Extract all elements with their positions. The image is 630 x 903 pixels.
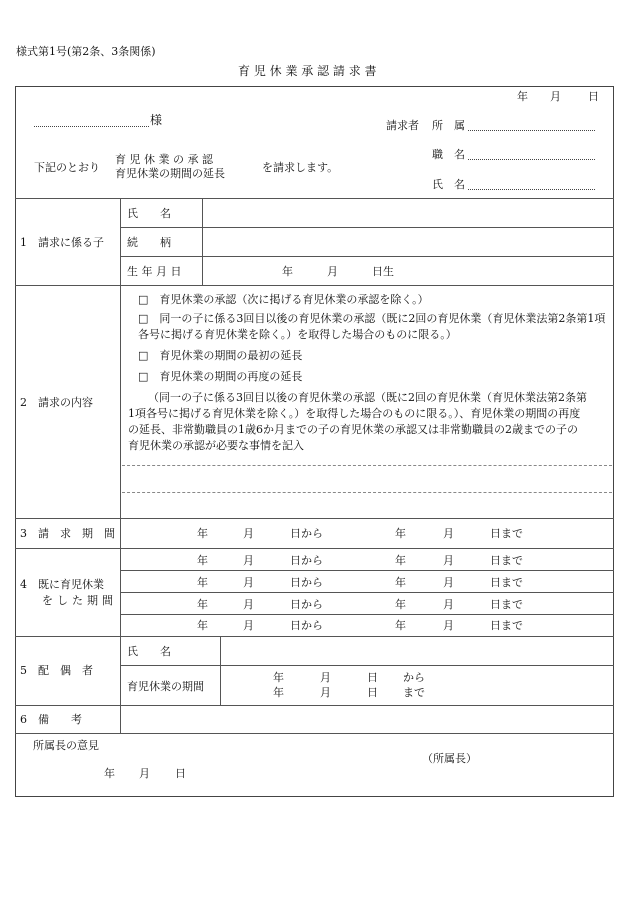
option-standard-leave[interactable]: □ 育児休業の承認（次に掲げる育児休業の承認を除く。） xyxy=(138,293,429,306)
divider xyxy=(15,548,614,549)
position-field[interactable] xyxy=(468,159,595,160)
past-from-year: 年 xyxy=(197,554,208,567)
divider xyxy=(15,705,614,706)
header-date-month: 月 xyxy=(550,90,561,103)
affiliation-label: 所 属 xyxy=(432,119,465,132)
page-title: 育 児 休 業 承 認 請 求 書 xyxy=(238,64,377,78)
remarks-field[interactable] xyxy=(122,707,612,731)
spouse-to-month: 月 xyxy=(320,686,331,699)
child-relation-field[interactable] xyxy=(204,229,612,255)
position-label: 職 名 xyxy=(432,148,465,161)
section2-note: （同一の子に係る3回目以後の育児休業の承認（既に2回の育児休業（育児休業法第2条第1項各号に掲げる育児休業を除く。）を取得した場合のものに限る。）、育児休業の期間の再度の延長、非常勤職員の1歳6か月までの子の育児休業の承認又は非常勤職員の2歳までの子の育児休業の承認が必要な事情を記入 xyxy=(128,391,587,452)
spouse-name-field[interactable] xyxy=(222,638,612,664)
affiliation-field[interactable] xyxy=(468,130,595,131)
divider xyxy=(120,592,614,593)
divider xyxy=(15,733,614,734)
option-extension: 育児休業の期間の延長 xyxy=(115,167,225,180)
divider xyxy=(15,198,614,199)
section5-label: 5 配 偶 者 xyxy=(20,664,93,677)
name-label: 氏 名 xyxy=(432,178,465,191)
divider xyxy=(15,636,614,637)
past-to-year: 年 xyxy=(395,554,406,567)
past-to-month: 月 xyxy=(443,554,454,567)
past-from-day: 日から xyxy=(290,598,323,611)
spouse-from-day: 日 xyxy=(367,671,378,684)
divider xyxy=(202,198,203,285)
closing-text: を請求します。 xyxy=(262,161,339,174)
section3-label: 3 請 求 期 間 xyxy=(20,527,115,540)
reason-line[interactable] xyxy=(122,465,612,466)
footer-date-year: 年 xyxy=(104,767,115,780)
signer-label: （所属長） xyxy=(422,752,477,765)
period-from-day: 日から xyxy=(290,527,323,540)
child-birth-label: 生 年 月 日 xyxy=(127,265,182,278)
past-from-day: 日から xyxy=(290,619,323,632)
addressee-field[interactable] xyxy=(34,126,149,127)
intro-text: 下記のとおり xyxy=(34,161,100,174)
addressee-suffix: 様 xyxy=(150,113,163,127)
divider xyxy=(120,570,614,571)
past-to-day: 日まで xyxy=(490,576,523,589)
child-relation-label: 続 柄 xyxy=(127,236,171,249)
divider xyxy=(120,665,614,666)
past-to-year: 年 xyxy=(395,598,406,611)
section4-label: 4 既に育児休業 xyxy=(20,578,104,591)
past-from-day: 日から xyxy=(290,576,323,589)
divider xyxy=(120,227,614,228)
past-from-year: 年 xyxy=(197,619,208,632)
spouse-to-day: 日 xyxy=(367,686,378,699)
past-to-month: 月 xyxy=(443,576,454,589)
past-to-day: 日まで xyxy=(490,598,523,611)
spouse-to-year: 年 xyxy=(273,686,284,699)
period-to-day: 日まで xyxy=(490,527,523,540)
divider xyxy=(220,636,221,705)
spouse-from-suffix: から xyxy=(403,671,425,684)
option-third-leave[interactable]: □ 同一の子に係る3回目以後の育児休業の承認（既に2回の育児休業（育児休業法第2条第1項各号に掲げる育児休業を除く。）を取得した場合のものに限る。） xyxy=(138,312,606,341)
requester-label: 請求者 xyxy=(386,119,419,132)
reason-line[interactable] xyxy=(122,492,612,493)
period-from-year: 年 xyxy=(197,527,208,540)
past-to-day: 日まで xyxy=(490,554,523,567)
past-from-year: 年 xyxy=(197,576,208,589)
past-to-year: 年 xyxy=(395,619,406,632)
section4-label-2: をした期間 xyxy=(42,594,117,607)
footer-date-day: 日 xyxy=(175,767,186,780)
label-column-divider xyxy=(120,198,121,733)
requester-name-field[interactable] xyxy=(468,189,595,190)
past-to-day: 日まで xyxy=(490,619,523,632)
opinion-label: 所属長の意見 xyxy=(33,739,99,752)
past-from-month: 月 xyxy=(243,619,254,632)
header-date-year: 年 xyxy=(517,90,528,103)
section1-label: 1 請求に係る子 xyxy=(20,236,104,249)
form-number: 様式第1号(第2条、3条関係) xyxy=(16,45,156,58)
spouse-name-label: 氏 名 xyxy=(127,645,171,658)
spouse-period-label: 育児休業の期間 xyxy=(127,680,204,693)
divider xyxy=(120,256,614,257)
past-from-month: 月 xyxy=(243,598,254,611)
past-to-month: 月 xyxy=(443,619,454,632)
period-from-month: 月 xyxy=(243,527,254,540)
option-second-extension[interactable]: □ 育児休業の期間の再度の延長 xyxy=(138,370,303,383)
past-to-year: 年 xyxy=(395,576,406,589)
option-first-extension[interactable]: □ 育児休業の期間の最初の延長 xyxy=(138,349,303,362)
footer-date-month: 月 xyxy=(139,767,150,780)
past-from-year: 年 xyxy=(197,598,208,611)
section6-label: 6 備 考 xyxy=(20,713,82,726)
birth-day-unit: 日生 xyxy=(372,265,394,278)
period-to-year: 年 xyxy=(395,527,406,540)
spouse-from-month: 月 xyxy=(320,671,331,684)
option-approval: 育 児 休 業 の 承 認 xyxy=(115,153,213,166)
past-from-day: 日から xyxy=(290,554,323,567)
spouse-to-suffix: まで xyxy=(403,686,425,699)
section2-label: 2 請求の内容 xyxy=(20,396,93,409)
header-date-day: 日 xyxy=(588,90,599,103)
child-name-field[interactable] xyxy=(204,200,612,226)
child-name-label: 氏 名 xyxy=(127,207,171,220)
divider xyxy=(15,518,614,519)
past-from-month: 月 xyxy=(243,576,254,589)
birth-year-unit: 年 xyxy=(282,265,293,278)
divider xyxy=(15,285,614,286)
past-from-month: 月 xyxy=(243,554,254,567)
birth-month-unit: 月 xyxy=(327,265,338,278)
divider xyxy=(120,614,614,615)
past-to-month: 月 xyxy=(443,598,454,611)
period-to-month: 月 xyxy=(443,527,454,540)
spouse-from-year: 年 xyxy=(273,671,284,684)
